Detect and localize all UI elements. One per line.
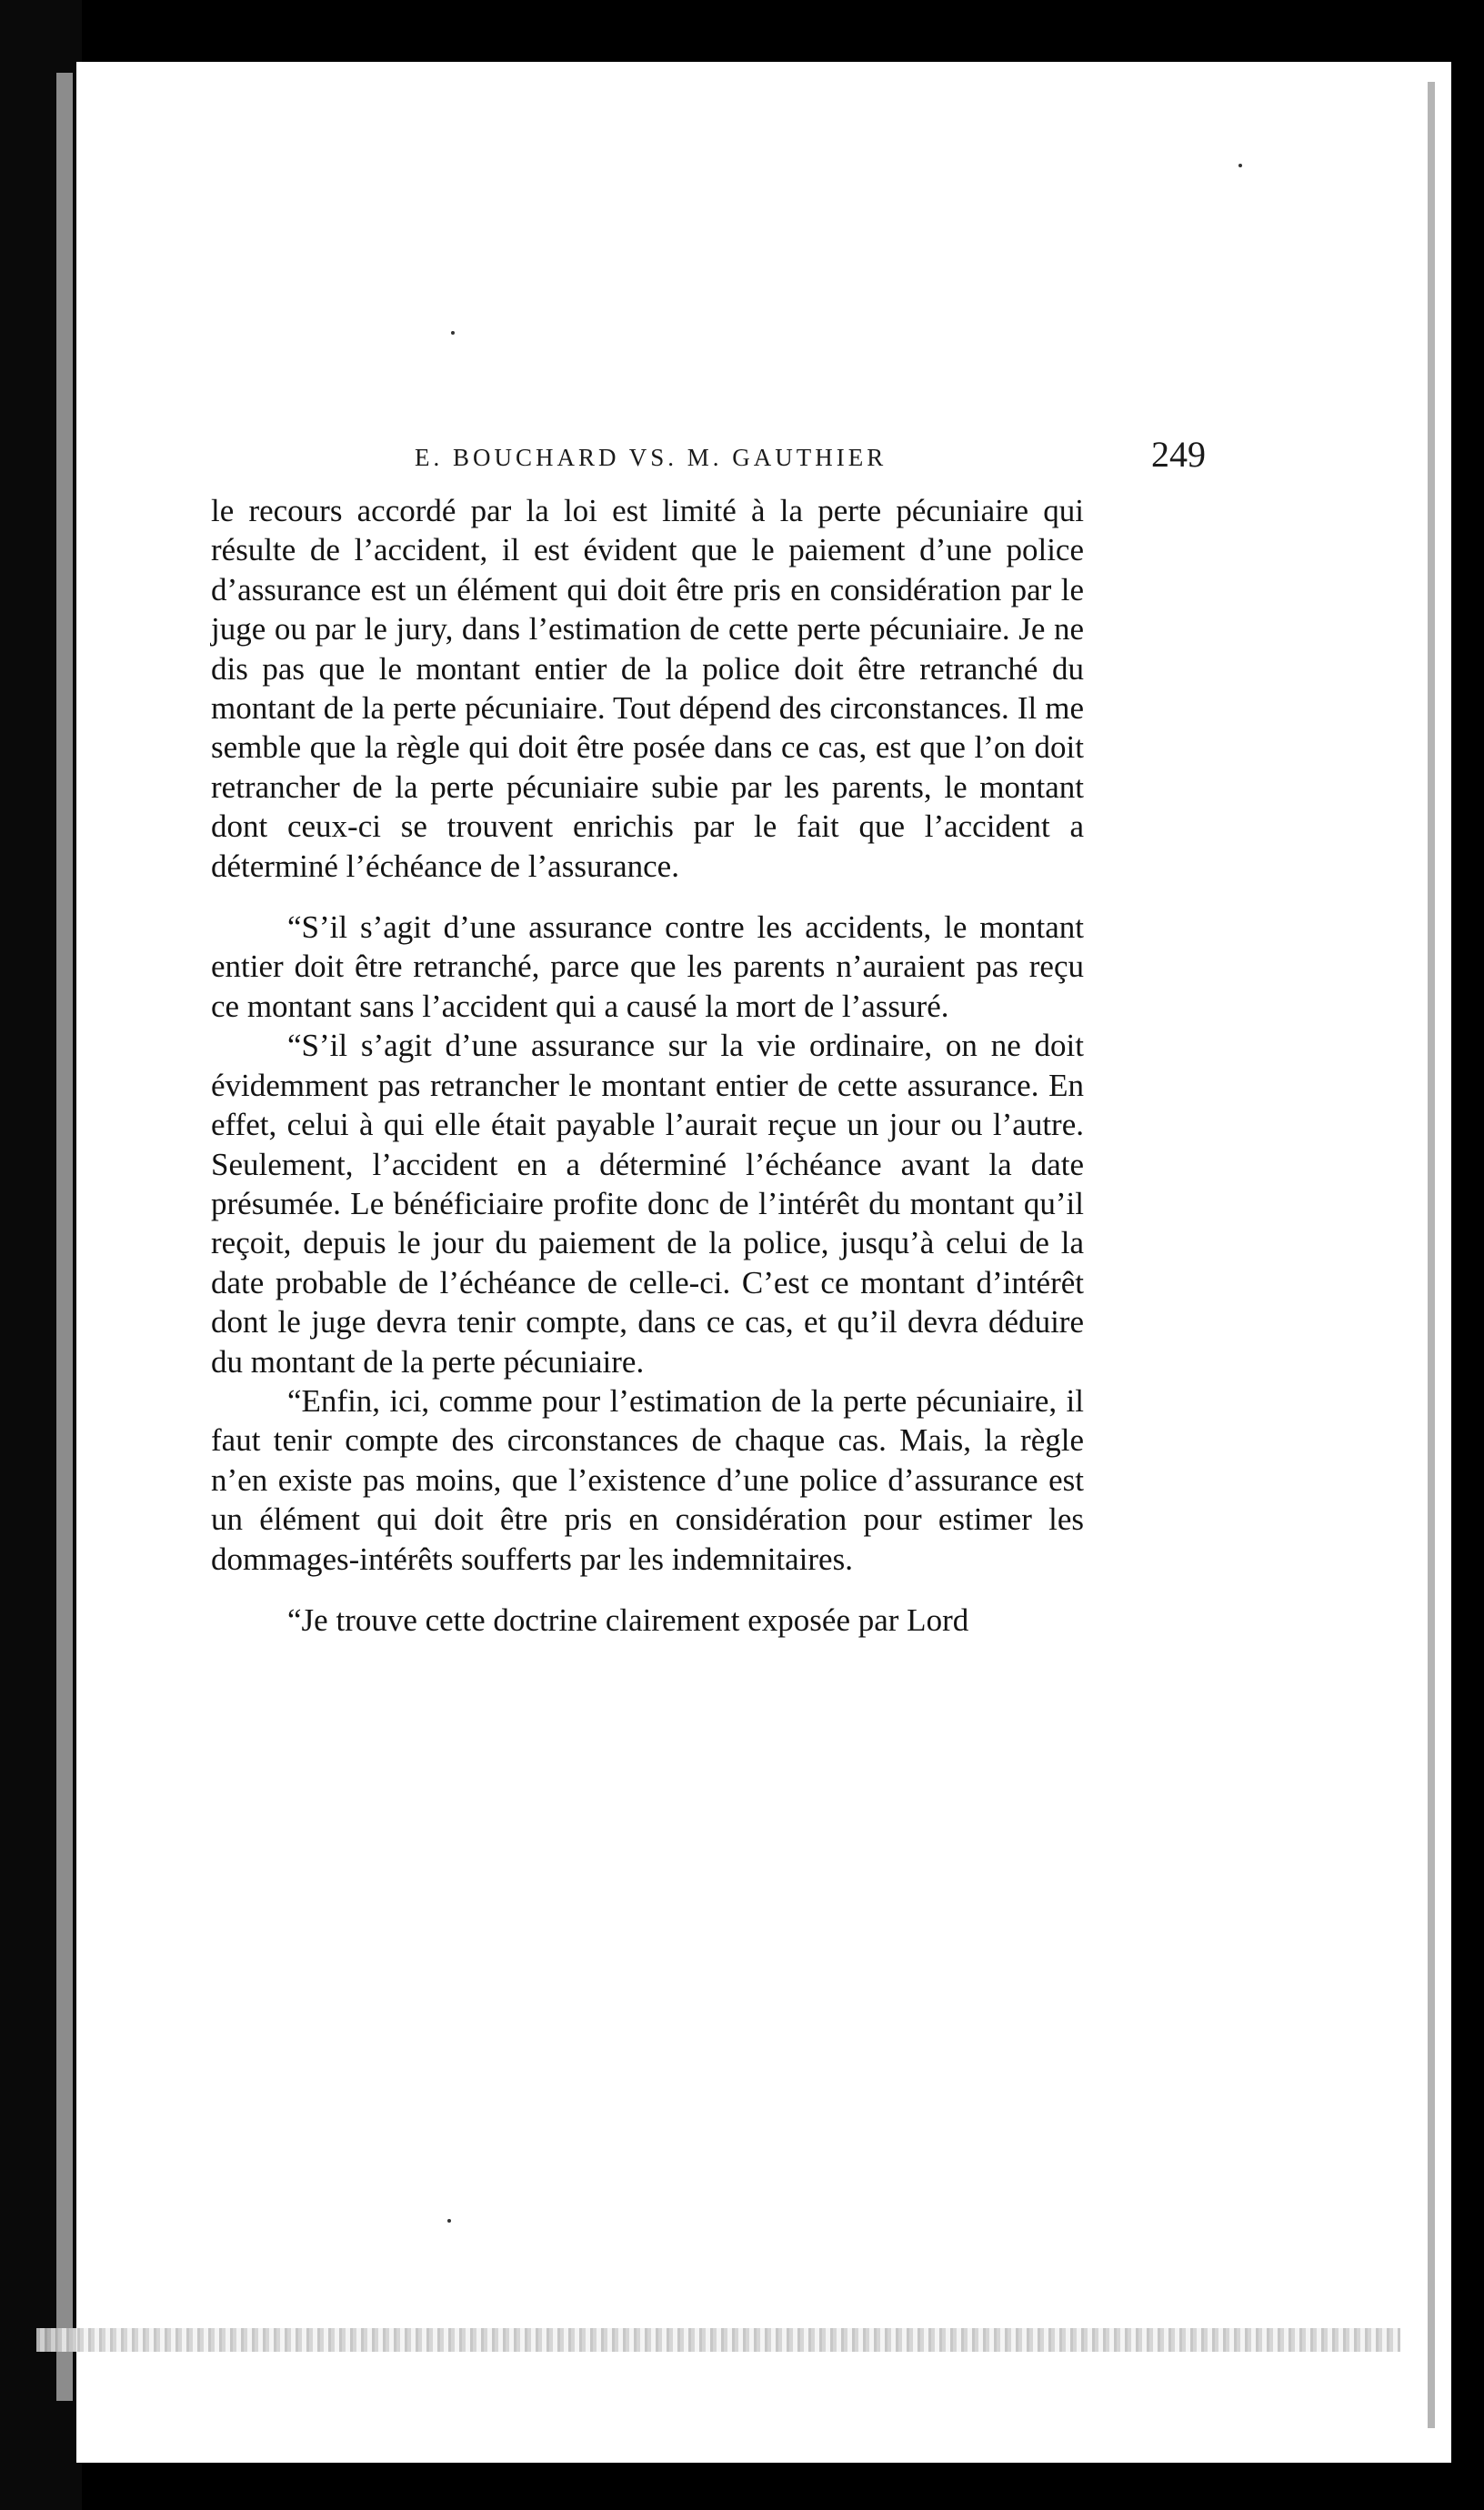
paragraph-doctrine: “Je trouve cette doctrine clairement exposée par Lord	[287, 1601, 969, 1638]
paragraph-circumstances: “Enfin, ici, comme pour l’estimation de la perte pécuniaire, il faut tenir compte des circonstances de chaque cas. Mais, la règle n’en existe pas moins, que l’existence d’une police d’assurance est un élément qui doit être pris en considération pour estimer les dommages-intérêts soufferts par les indemnitaires.	[211, 1382, 1084, 1577]
page-right-edge	[1428, 82, 1435, 2428]
book-page	[76, 62, 1451, 2463]
paragraph-continuation: le recours accordé par la loi est limité à la perte pécuniaire qui résulte de l’accident, il est évident que le paiement d’une police d’assurance est un élément qui doit être pris en considération par le juge ou par le jury, dans l’estimation de cette perte pécuniaire. Je ne dis pas que le montant entier de la police doit être retranché du montant de la perte pécuniaire. Tout dépend des circonstances. Il me semble que la règle qui doit être posée dans ce cas, est que l’on doit retrancher de la perte pécuniaire subie par les parents, le montant dont ceux-ci se trouvent enrichis par le fait que l’accident a déterminé l’échéance de l’assurance.	[211, 493, 1084, 884]
paragraph-life-insurance: “S’il s’agit d’une assurance sur la vie ordinaire, on ne doit évidemment pas retrancher le montant entier de cette assurance. En effet, celui à qui elle était payable l’aurait reçue un jour ou l’autre. Seulement, l’accident en a déterminé l’échéance avant la date présumée. Le bénéficiaire profite donc de l’intérêt du montant qu’il reçoit, depuis le jour du paiement de la police, jusqu’à celui de la date probable de l’échéance de celle-ci. C’est ce montant d’intérêt dont le juge devra tenir compte, dans ce cas, et qu’il devra déduire du montant de la perte pécuniaire.	[211, 1028, 1084, 1380]
facing-page-edge	[56, 73, 73, 2401]
body-text	[211, 491, 1084, 1640]
page-bottom-edge	[36, 2328, 1400, 2352]
running-title: E. BOUCHARD VS. M. GAUTHIER	[415, 444, 887, 471]
paper-speck	[1238, 164, 1242, 167]
paragraph-accident-insurance: “S’il s’agit d’une assurance contre les accidents, le montant entier doit être retranché, parce que les parents n’auraient pas reçu ce montant sans l’accident qui a causé la mort de l’assuré.	[211, 909, 1084, 1024]
page-header	[415, 433, 1206, 487]
paper-speck	[447, 2219, 451, 2223]
page-number: 249	[1151, 434, 1206, 475]
paper-speck	[451, 331, 455, 335]
